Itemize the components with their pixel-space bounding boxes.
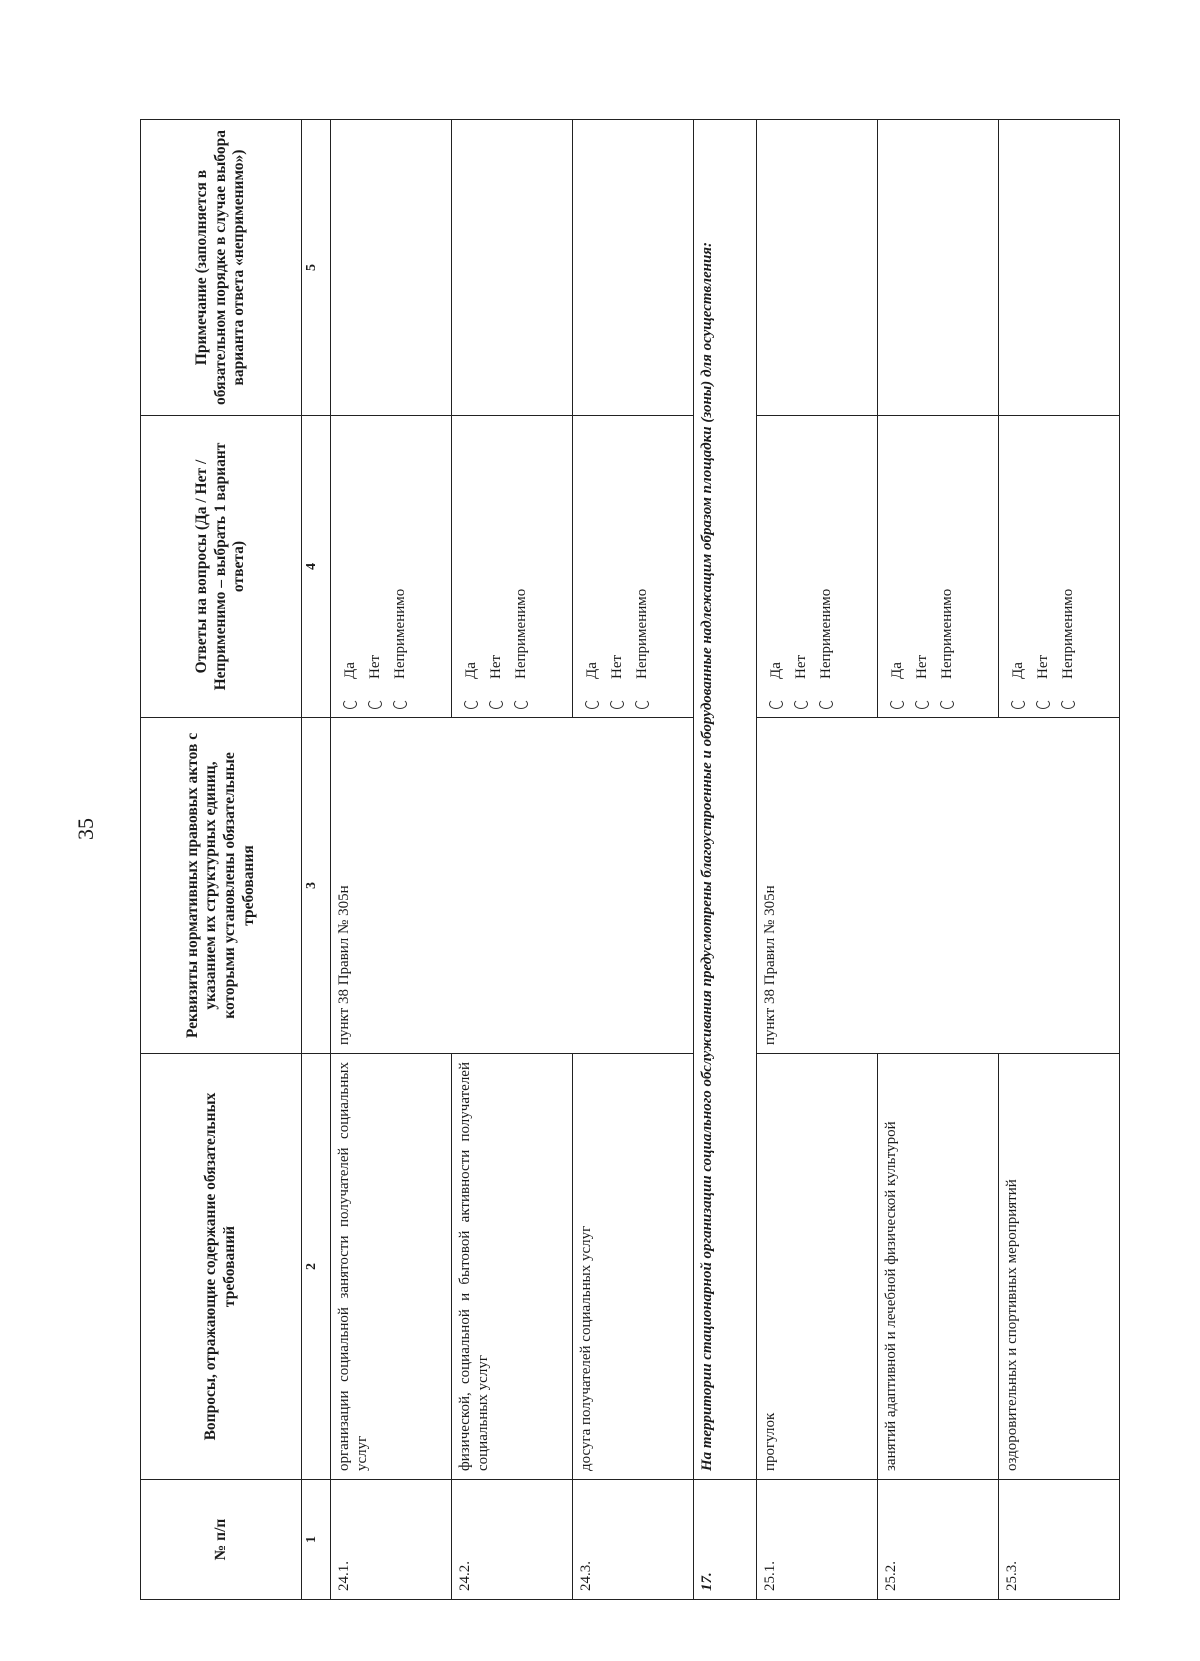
option-no[interactable]: Нет xyxy=(1030,424,1055,709)
radio-icon[interactable] xyxy=(368,699,382,709)
row-note[interactable] xyxy=(452,120,573,416)
answer-cell xyxy=(999,416,1120,718)
answer-options xyxy=(335,424,412,709)
row-note[interactable] xyxy=(331,120,452,416)
column-number: 3 xyxy=(302,718,331,1054)
radio-icon[interactable] xyxy=(464,699,478,709)
option-no[interactable]: Нет xyxy=(483,424,508,709)
radio-icon[interactable] xyxy=(393,699,407,709)
row-note[interactable] xyxy=(999,120,1120,416)
answer-options xyxy=(882,424,959,709)
page-number: 35 xyxy=(73,818,98,840)
column-number: 5 xyxy=(302,120,331,416)
answer-options xyxy=(1003,424,1080,709)
option-yes[interactable]: Да xyxy=(884,424,909,709)
radio-icon[interactable] xyxy=(635,699,649,709)
radio-icon[interactable] xyxy=(819,699,833,709)
header-requisites: Реквизиты нормативных правовых актов с указанием их структурных единиц, которыми установлены обязательные требования xyxy=(141,718,302,1054)
radio-icon[interactable] xyxy=(769,699,783,709)
section-number: 17. xyxy=(694,1480,757,1600)
header-questions: Вопросы, отражающие содержание обязательных требований xyxy=(141,1054,302,1480)
radio-icon[interactable] xyxy=(489,699,503,709)
radio-icon[interactable] xyxy=(1036,699,1050,709)
table-row xyxy=(757,120,878,1600)
radio-icon[interactable] xyxy=(610,699,624,709)
radio-icon[interactable] xyxy=(1061,699,1075,709)
option-no[interactable]: Нет xyxy=(362,424,387,709)
option-no[interactable]: Нет xyxy=(788,424,813,709)
row-note[interactable] xyxy=(878,120,999,416)
option-yes[interactable]: Да xyxy=(763,424,788,709)
row-question: прогулок xyxy=(757,1054,878,1480)
row-number: 24.3. xyxy=(573,1480,694,1600)
row-note[interactable] xyxy=(573,120,694,416)
radio-icon[interactable] xyxy=(1011,699,1025,709)
option-yes[interactable]: Да xyxy=(337,424,362,709)
rotated-table-wrapper xyxy=(140,120,1150,1600)
header-notes: Примечание (заполняется в обязательном порядке в случае выбора варианта ответа «неприменимо») xyxy=(141,120,302,416)
row-question: досуга получателей социальных услуг xyxy=(573,1054,694,1480)
row-number: 24.1. xyxy=(331,1480,452,1600)
radio-icon[interactable] xyxy=(794,699,808,709)
radio-icon[interactable] xyxy=(343,699,357,709)
section-row xyxy=(694,120,757,1600)
radio-icon[interactable] xyxy=(915,699,929,709)
option-not-applicable[interactable]: Неприменимо xyxy=(629,424,654,709)
header-answers: Ответы на вопросы (Да / Нет / Неприменимо – выбрать 1 вариант ответа) xyxy=(141,416,302,718)
option-not-applicable[interactable]: Неприменимо xyxy=(934,424,959,709)
answer-options xyxy=(577,424,654,709)
row-question: организации социальной занятости получателей социальных услуг xyxy=(331,1054,452,1480)
option-yes[interactable]: Да xyxy=(579,424,604,709)
row-number: 24.2. xyxy=(452,1480,573,1600)
answer-cell xyxy=(757,416,878,718)
radio-icon[interactable] xyxy=(890,699,904,709)
option-not-applicable[interactable]: Неприменимо xyxy=(387,424,412,709)
option-yes[interactable]: Да xyxy=(458,424,483,709)
row-requisites: пункт 38 Правил № 305н xyxy=(331,718,694,1054)
row-number: 25.3. xyxy=(999,1480,1120,1600)
requirements-table xyxy=(140,119,1120,1600)
column-number: 1 xyxy=(302,1480,331,1600)
option-not-applicable[interactable]: Неприменимо xyxy=(508,424,533,709)
column-number: 2 xyxy=(302,1054,331,1480)
row-number: 25.2. xyxy=(878,1480,999,1600)
row-requisites: пункт 38 Правил № 305н xyxy=(757,718,1120,1054)
option-not-applicable[interactable]: Неприменимо xyxy=(813,424,838,709)
answer-cell xyxy=(452,416,573,718)
table-row xyxy=(331,120,452,1600)
radio-icon[interactable] xyxy=(585,699,599,709)
column-numbers-row xyxy=(302,120,331,1600)
answer-options xyxy=(761,424,838,709)
row-note[interactable] xyxy=(757,120,878,416)
answer-cell xyxy=(331,416,452,718)
option-yes[interactable]: Да xyxy=(1005,424,1030,709)
section-text: На территории стационарной организации социального обслуживания предусмотрены благоустроенные и оборудованные надлежащим образом площадки (зоны) для осуществления: xyxy=(694,120,757,1480)
answer-cell xyxy=(878,416,999,718)
option-no[interactable]: Нет xyxy=(909,424,934,709)
row-question: оздоровительных и спортивных мероприятий xyxy=(999,1054,1120,1480)
answer-cell xyxy=(573,416,694,718)
radio-icon[interactable] xyxy=(940,699,954,709)
radio-icon[interactable] xyxy=(514,699,528,709)
answer-options xyxy=(456,424,533,709)
header-num: № п/п xyxy=(141,1480,302,1600)
row-number: 25.1. xyxy=(757,1480,878,1600)
header-row xyxy=(141,120,302,1600)
option-no[interactable]: Нет xyxy=(604,424,629,709)
option-not-applicable[interactable]: Неприменимо xyxy=(1055,424,1080,709)
row-question: физической, социальной и бытовой активности получателей социальных услуг xyxy=(452,1054,573,1480)
column-number: 4 xyxy=(302,416,331,718)
row-question: занятий адаптивной и лечебной физической культурой xyxy=(878,1054,999,1480)
